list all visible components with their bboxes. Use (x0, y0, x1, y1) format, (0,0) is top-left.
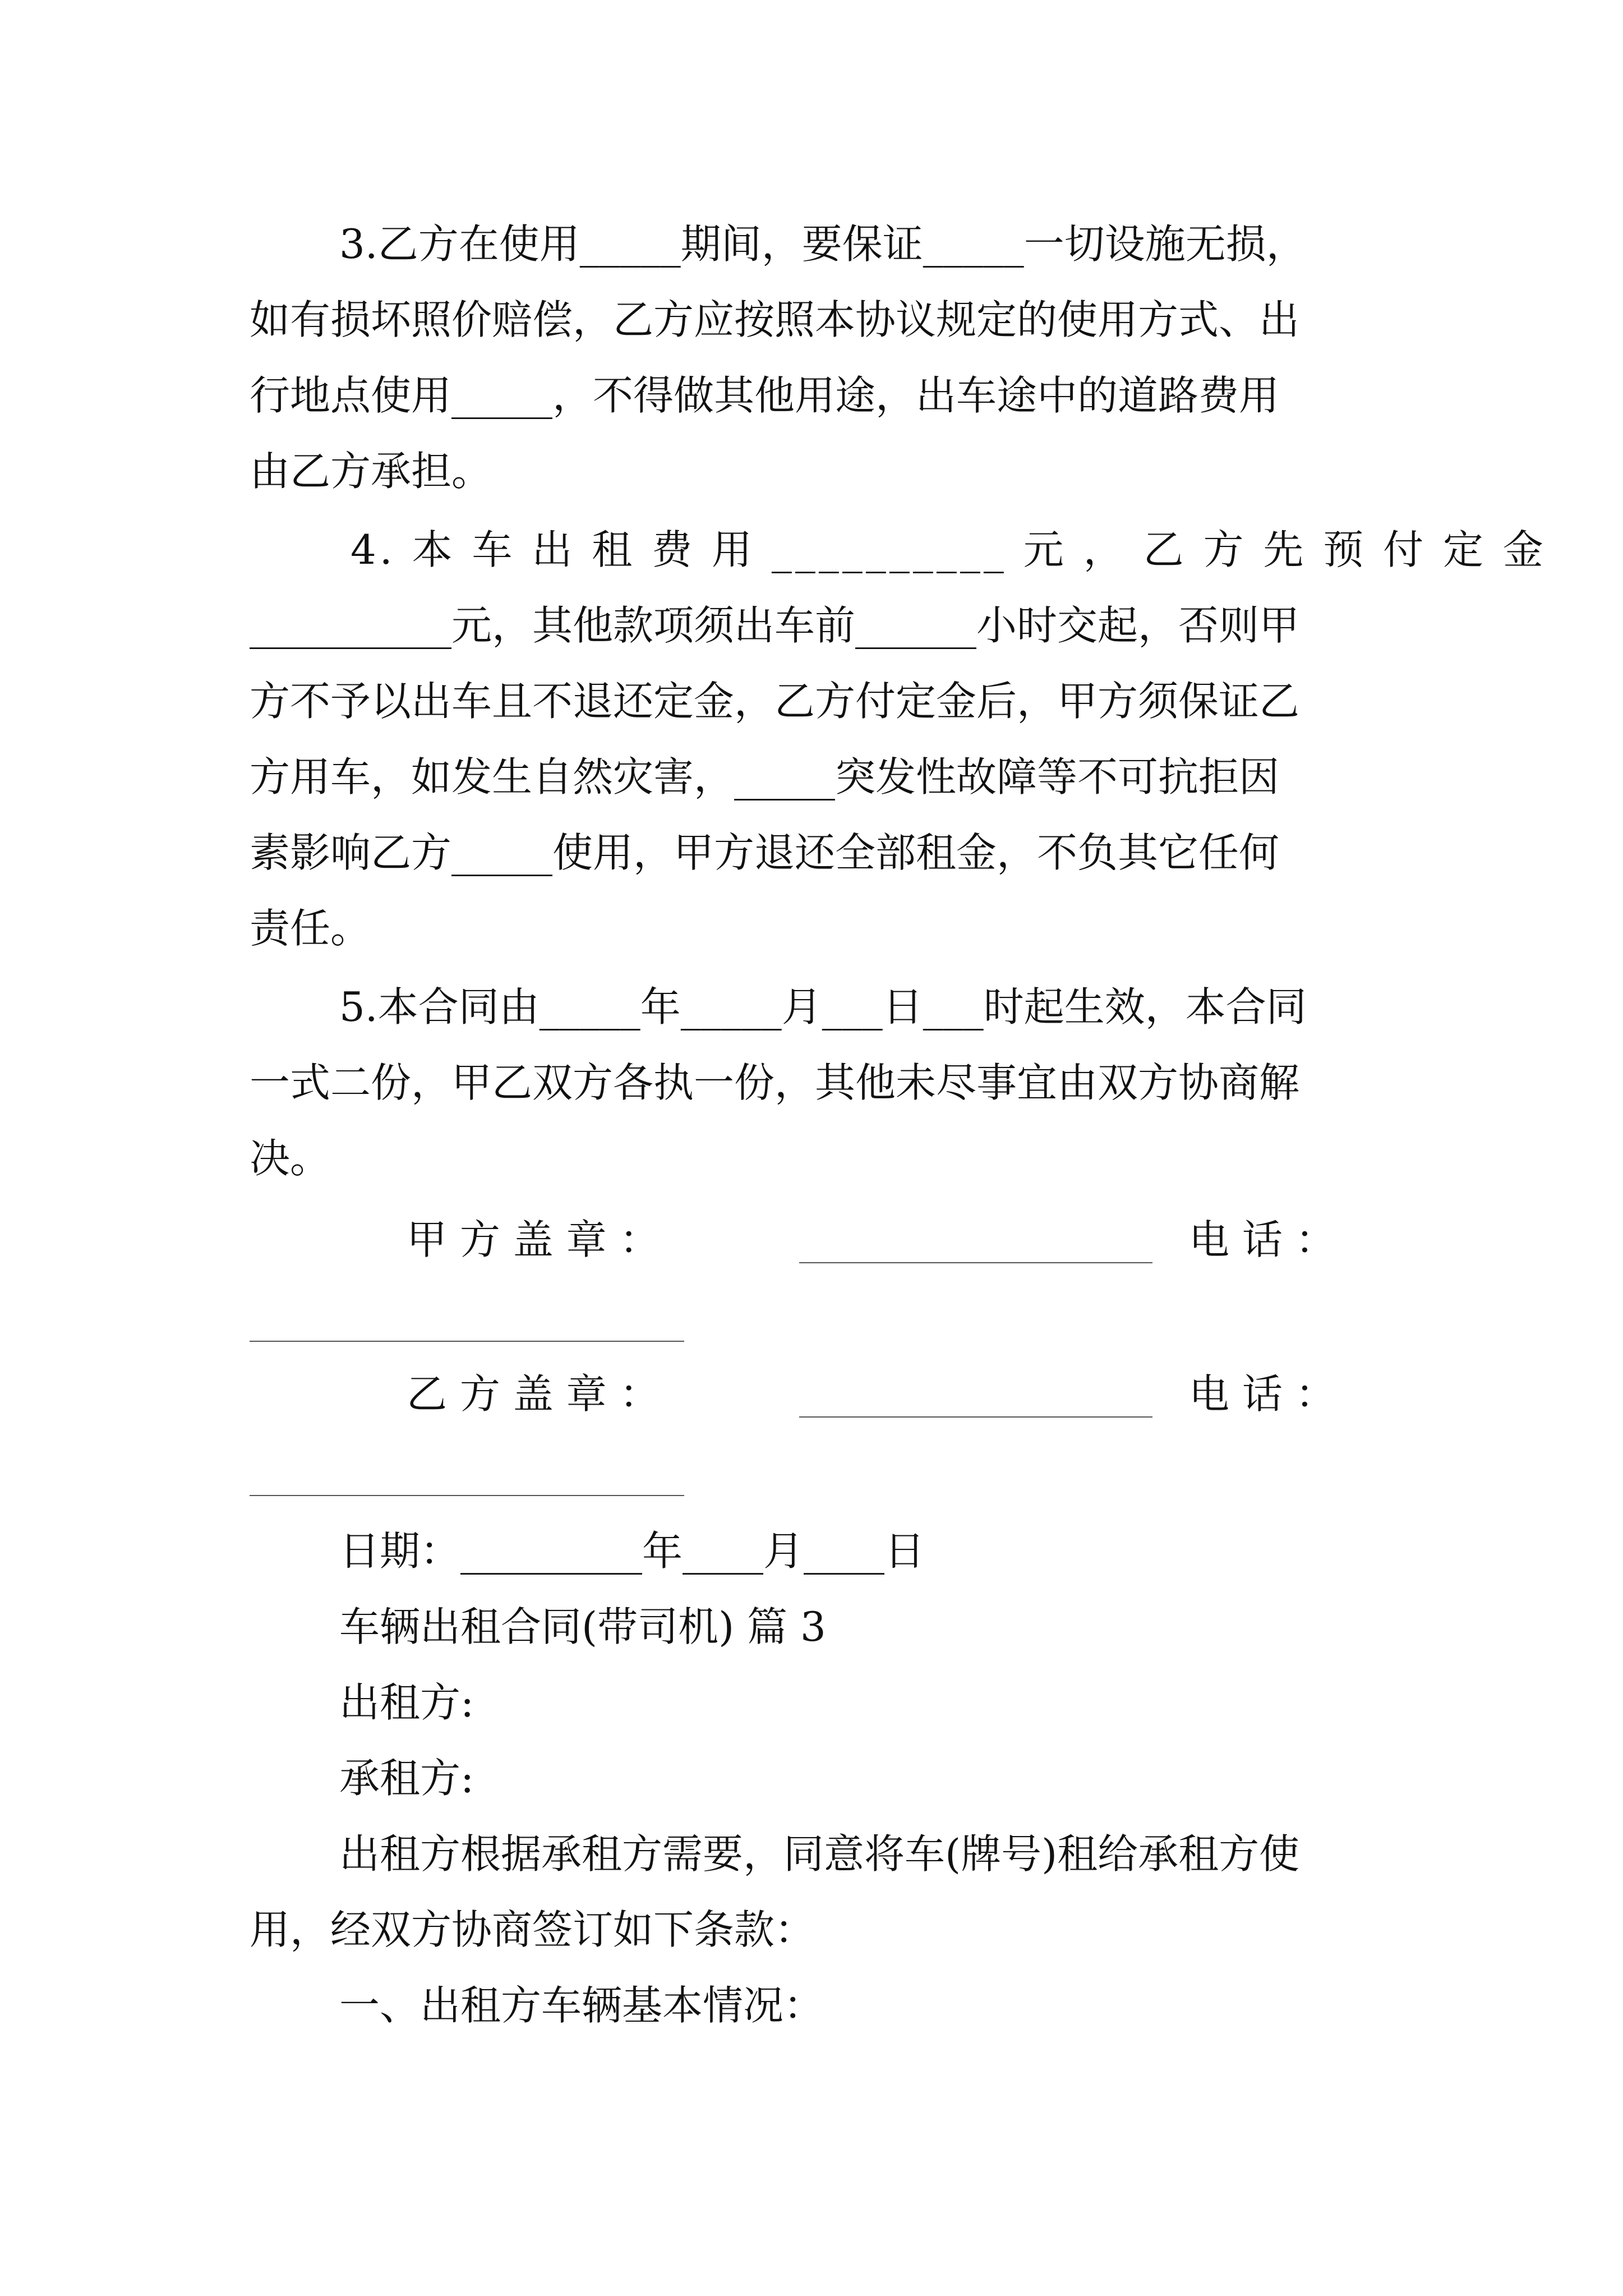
party-a-phone-blank (250, 1341, 684, 1342)
party-b-phone-blank (250, 1495, 684, 1496)
section-title: 车辆出租合同(带司机) 篇 3 (339, 1603, 826, 1650)
lessee-line: 承租方: (339, 1755, 474, 1802)
clause-5-line-2: 一式二份，甲乙双方各执一份，其他未尽事宜由双方协商解 (250, 1059, 1300, 1106)
clause-3-line-3: 行地点使用_____，不得做其他用途，出车途中的道路费用 (250, 372, 1280, 419)
clause-3-line-4: 由乙方承担。 (250, 448, 492, 495)
clause-4-line-1: 4. 本 车 出 租 费 用 __________ 元 ， 乙 方 先 预 付 定 金 (351, 526, 1547, 573)
section-heading-1: 一、出租方车辆基本情况： (339, 1982, 824, 2029)
clause-4-line-3: 方不予以出车且不退还定金，乙方付定金后，甲方须保证乙 (250, 678, 1300, 725)
party-a-seal-blank (799, 1262, 1152, 1263)
clause-5-line-3: 决。 (250, 1135, 331, 1182)
clause-4-line-5: 素影响乙方_____使用，甲方退还全部租金，不负其它任何 (250, 829, 1280, 876)
clause-3-line-2: 如有损坏照价赔偿，乙方应按照本协议规定的使用方式、出 (250, 296, 1300, 343)
clause-4-line-4: 方用车，如发生自然灾害，_____突发性故障等不可抗拒因 (250, 753, 1280, 800)
clause-3-line-1: 3.乙方在使用_____期间，要保证_____一切设施无损， (339, 220, 1307, 268)
lessor-line: 出租方: (339, 1679, 474, 1726)
party-a-phone-label: 电 话 ： (1189, 1216, 1336, 1263)
party-b-phone-label: 电 话 ： (1189, 1370, 1336, 1418)
intro-line-2: 用，经双方协商签订如下条款： (250, 1906, 815, 1953)
clause-4-line-6: 责任。 (250, 905, 371, 952)
party-a-seal-label: 甲 方 盖 章 ： (407, 1216, 660, 1263)
intro-line-1: 出租方根据承租方需要，同意将车(牌号)租给承租方使 (339, 1830, 1300, 1878)
party-b-seal-blank (799, 1416, 1152, 1418)
clause-5-line-1: 5.本合同由_____年_____月___日___时起生效，本合同 (339, 983, 1307, 1030)
clause-4-line-2: __________元，其他款项须出车前______小时交起，否则甲 (250, 602, 1300, 649)
date-line: 日期：_________年____月____日 (339, 1527, 925, 1575)
party-b-seal-label: 乙 方 盖 章 ： (407, 1370, 660, 1418)
